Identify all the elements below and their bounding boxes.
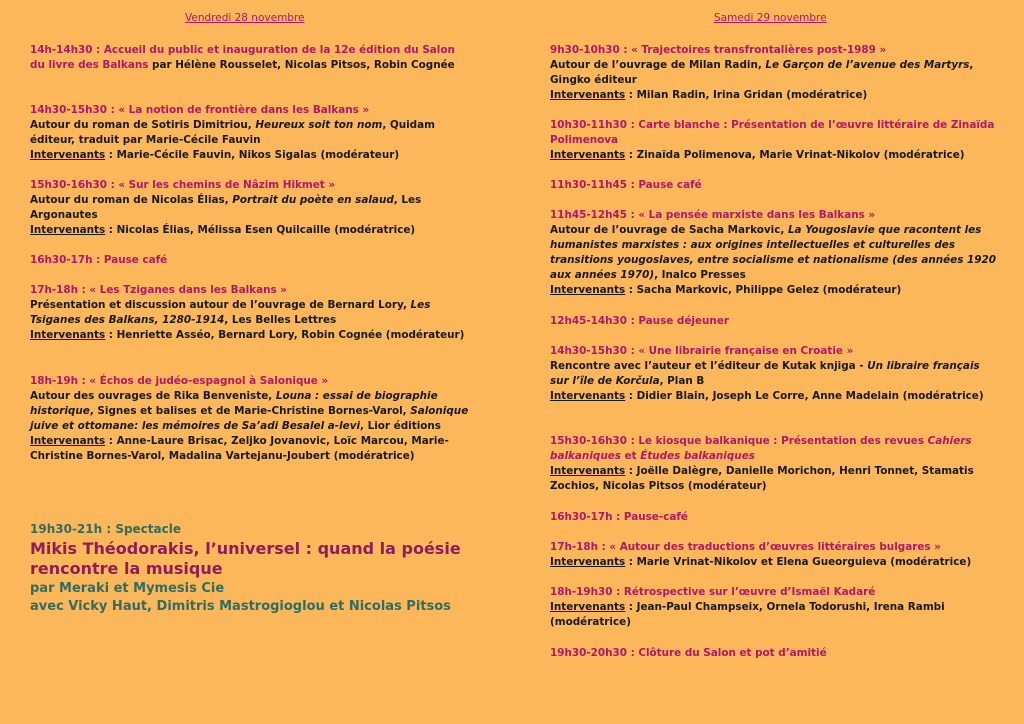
event-title: 12h45-14h30 : Pause déjeuner	[550, 315, 729, 327]
event-speakers: Intervenants : Milan Radin, Irina Gridan (modératrice)	[550, 89, 868, 101]
saturday-event-2	[550, 118, 1000, 163]
event-speakers: Intervenants : Anne-Laure Brisac, Zeljko Jovanovic, Loïc Marcou, Marie-Christine Bornes-Varol, Madalina Vartejanu-Joubert (modératrice)	[30, 435, 449, 462]
event-title: 14h-14h30 : Accueil du public et inauguration de la 12e édition du	[30, 44, 419, 56]
saturday-event-6	[550, 344, 1000, 404]
spectacle-cast: avec Vicky Haut, Dimitris Mastrogioglou et Nicolas Pitsos	[30, 599, 451, 614]
event-description: Rencontre avec l’auteur et l’éditeur de Kutak knjiga - Un libraire français sur l’île de Korčula, Plan B	[550, 360, 980, 387]
spectacle-time: 19h30-21h : Spectacle	[30, 522, 182, 536]
event-speakers: Intervenants : Sacha Markovic, Philippe Gelez (modérateur)	[550, 284, 902, 296]
event-description: Autour des ouvrages de Rika Benveniste, Louna : essai de biographie historique, Signes et balises et de Marie-Christine Bornes-Varol, Salonique juive et ottomane: les mémoires de Sa’adi Besalel a-levi, Lior éditions	[30, 390, 469, 432]
event-hosts: par Hélène Rousselet, Nicolas Pitsos, Robin Cognée	[148, 59, 455, 71]
event-title: 16h30-17h : Pause-café	[550, 511, 688, 523]
event-description: Autour de l’ouvrage de Milan Radin, Le Garçon de l’avenue des Martyrs, Gingko éditeur	[550, 59, 974, 86]
friday-event-5	[30, 283, 470, 343]
saturday-event-4	[550, 208, 1000, 298]
event-title: 11h45-12h45 : « La pensée marxiste dans les Balkans »	[550, 209, 876, 221]
saturday-event-11	[550, 646, 1000, 661]
friday-event-3	[30, 178, 470, 238]
event-title: 14h30-15h30 : « Une librairie française en Croatie »	[550, 345, 854, 357]
event-speakers: Intervenants : Marie Vrinat-Nikolov et Elena Gueorguieva (modératrice)	[550, 556, 972, 568]
event-speakers: Intervenants : Marie-Cécile Fauvin, Nikos Sigalas (modérateur)	[30, 149, 400, 161]
spectacle-block	[30, 521, 490, 615]
event-title: 19h30-20h30 : Clôture du Salon et pot d’amitié	[550, 647, 827, 659]
event-description: Autour du roman de Sotiris Dimitriou, Heureux soit ton nom, Quidam éditeur, traduit par Marie-Cécile Fauvin	[30, 119, 435, 146]
event-title: 18h-19h30 : Rétrospective sur l’œuvre d’Ismaël Kadaré	[550, 586, 876, 598]
saturday-event-1	[550, 43, 1000, 103]
event-speakers: Intervenants : Nicolas Élias, Mélissa Esen Quilcaille (modératrice)	[30, 224, 416, 236]
spectacle-company: par Meraki et Mymesis Cie	[30, 581, 225, 596]
event-description: Présentation et discussion autour de l’ouvrage de Bernard Lory, Les Tsiganes des Balkans, 1280-1914, Les Belles Lettres	[30, 299, 431, 326]
event-speakers: Intervenants : Joëlle Dalègre, Danielle Morichon, Henri Tonnet, Stamatis Zochios, Nicolas Pitsos (modérateur)	[550, 465, 974, 492]
event-title: 9h30-10h30 : « Trajectoires transfrontalières post-1989 »	[550, 44, 887, 56]
saturday-event-10	[550, 585, 1000, 630]
saturday-event-3	[550, 178, 1000, 193]
friday-event-4	[30, 253, 470, 268]
event-title: 17h-18h : « Les Tziganes dans les Balkans »	[30, 284, 287, 296]
saturday-event-5	[550, 314, 1000, 329]
event-title: 11h30-11h45 : Pause café	[550, 179, 702, 191]
event-title: 17h-18h : « Autour des traductions d’œuvres littéraires bulgares »	[550, 541, 941, 553]
event-description: Autour du roman de Nicolas Élias, Portrait du poète en salaud, Les Argonautes	[30, 194, 422, 221]
event-speakers: Intervenants : Jean-Paul Champseix, Ornela Todorushi, Irena Rambi (modératrice)	[550, 601, 945, 628]
friday-heading: Vendredi 28 novembre	[185, 12, 305, 24]
friday-event-6	[30, 374, 470, 464]
event-title: 16h30-17h : Pause café	[30, 254, 168, 266]
saturday-event-7	[550, 434, 1000, 494]
saturday-heading: Samedi 29 novembre	[714, 12, 827, 24]
event-speakers: Intervenants : Henriette Asséo, Bernard Lory, Robin Cognée (modérateur)	[30, 329, 465, 341]
event-speakers: Intervenants : Didier Blain, Joseph Le Corre, Anne Madelain (modératrice)	[550, 390, 984, 402]
event-title: 10h30-11h30 : Carte blanche : Présentation de l’œuvre littéraire de Zinaïda Polimenova	[550, 119, 995, 146]
event-title: 15h30-16h30 : Le kiosque balkanique : Présentation des revues Cahiers balkaniques et Études balkaniques	[550, 435, 972, 462]
spectacle-title: Mikis Théodorakis, l’universel : quand la poésie rencontre la musique	[30, 539, 461, 578]
friday-event-2	[30, 103, 470, 163]
event-description: Autour de l’ouvrage de Sacha Markovic, La Yougoslavie que racontent les humanistes marxistes : aux origines intellectuelles et culturelles des transitions yougoslaves, entre socialisme et nationalisme (des années 1920 aux années 1970), Inalco Presses	[550, 224, 996, 281]
event-title-cont: Salon du livre des Balkans	[30, 44, 455, 71]
event-title: 18h-19h : « Échos de judéo-espagnol à Salonique »	[30, 375, 329, 387]
event-speakers: Intervenants : Zinaïda Polimenova, Marie Vrinat-Nikolov (modératrice)	[550, 149, 965, 161]
saturday-event-9	[550, 540, 1000, 570]
saturday-event-8	[550, 510, 1000, 525]
friday-event-1	[30, 43, 470, 73]
event-title: 15h30-16h30 : « Sur les chemins de Nâzim Hikmet »	[30, 179, 336, 191]
event-title: 14h30-15h30 : « La notion de frontière dans les Balkans »	[30, 104, 370, 116]
